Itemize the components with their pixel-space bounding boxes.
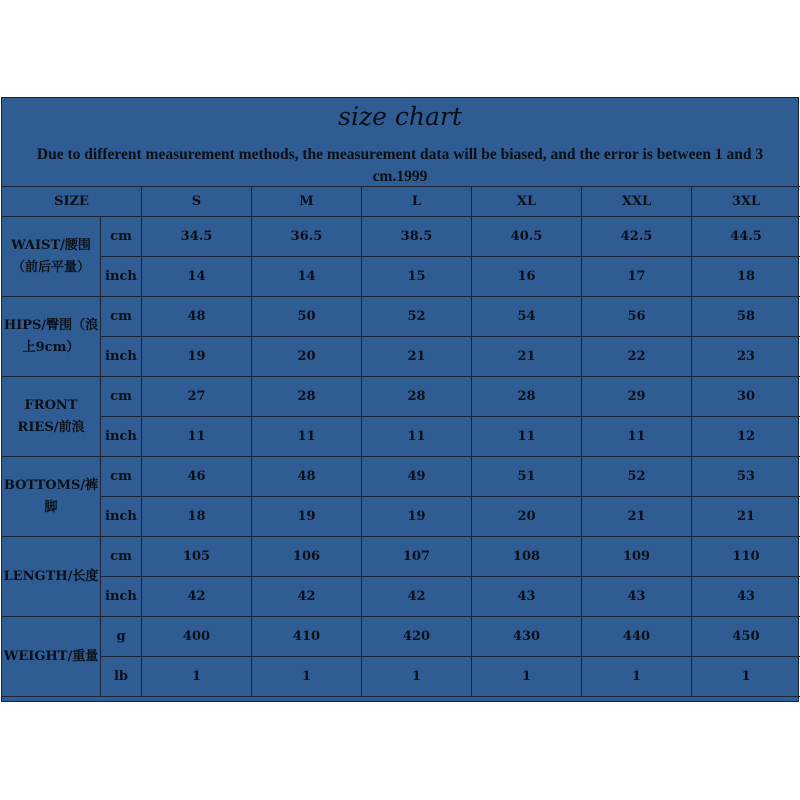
- value-cell: 105: [142, 537, 252, 577]
- measurement-label: WAIST/腰围（前后平量）: [2, 217, 101, 297]
- value-cell: 50: [252, 297, 362, 337]
- measurement-label: WEIGHT/重量: [2, 617, 101, 697]
- value-cell: 11: [142, 417, 252, 457]
- value-cell: 53: [692, 457, 800, 497]
- value-cell: 16: [472, 257, 582, 297]
- value-cell: 1: [472, 657, 582, 697]
- measurement-row: [2, 617, 800, 657]
- measurement-label: HIPS/臀围（浪上9cm）: [2, 297, 101, 377]
- value-cell: 108: [472, 537, 582, 577]
- measurement-row: [2, 337, 800, 377]
- size-column-header: 3XL: [692, 187, 800, 217]
- value-cell: 28: [252, 377, 362, 417]
- measurement-label: LENGTH/长度: [2, 537, 101, 617]
- value-cell: 30: [692, 377, 800, 417]
- size-column-header: S: [142, 187, 252, 217]
- value-cell: 54: [472, 297, 582, 337]
- value-cell: 51: [472, 457, 582, 497]
- value-cell: 1: [362, 657, 472, 697]
- measurement-row: [2, 377, 800, 417]
- measurement-row: [2, 297, 800, 337]
- chart-header: [2, 98, 798, 186]
- unit-cell: lb: [101, 657, 142, 697]
- value-cell: 1: [142, 657, 252, 697]
- value-cell: 18: [692, 257, 800, 297]
- value-cell: 19: [252, 497, 362, 537]
- value-cell: 18: [142, 497, 252, 537]
- value-cell: 29: [582, 377, 692, 417]
- measurement-label: BOTTOMS/裤脚: [2, 457, 101, 537]
- unit-cell: inch: [101, 417, 142, 457]
- value-cell: 43: [472, 577, 582, 617]
- value-cell: 38.5: [362, 217, 472, 257]
- value-cell: 430: [472, 617, 582, 657]
- unit-cell: cm: [101, 537, 142, 577]
- measurement-row: [2, 577, 800, 617]
- size-column-header: XL: [472, 187, 582, 217]
- value-cell: 21: [362, 337, 472, 377]
- value-cell: 42: [362, 577, 472, 617]
- value-cell: 12: [692, 417, 800, 457]
- size-chart: [1, 97, 799, 702]
- value-cell: 106: [252, 537, 362, 577]
- value-cell: 450: [692, 617, 800, 657]
- value-cell: 19: [362, 497, 472, 537]
- unit-cell: inch: [101, 337, 142, 377]
- size-column-header: M: [252, 187, 362, 217]
- value-cell: 42.5: [582, 217, 692, 257]
- value-cell: 58: [692, 297, 800, 337]
- unit-cell: cm: [101, 297, 142, 337]
- value-cell: 14: [252, 257, 362, 297]
- value-cell: 1: [692, 657, 800, 697]
- measurement-row: [2, 217, 800, 257]
- value-cell: 15: [362, 257, 472, 297]
- value-cell: 28: [362, 377, 472, 417]
- unit-cell: inch: [101, 497, 142, 537]
- size-table: [1, 186, 800, 697]
- value-cell: 56: [582, 297, 692, 337]
- value-cell: 22: [582, 337, 692, 377]
- value-cell: 48: [142, 297, 252, 337]
- value-cell: 1: [252, 657, 362, 697]
- unit-cell: cm: [101, 457, 142, 497]
- value-cell: 49: [362, 457, 472, 497]
- value-cell: 34.5: [142, 217, 252, 257]
- value-cell: 43: [692, 577, 800, 617]
- value-cell: 11: [582, 417, 692, 457]
- unit-cell: g: [101, 617, 142, 657]
- value-cell: 1: [582, 657, 692, 697]
- size-table-body: [2, 187, 800, 697]
- value-cell: 48: [252, 457, 362, 497]
- value-cell: 40.5: [472, 217, 582, 257]
- value-cell: 21: [472, 337, 582, 377]
- size-header-row: [2, 187, 800, 217]
- measurement-row: [2, 537, 800, 577]
- value-cell: 17: [582, 257, 692, 297]
- measurement-row: [2, 457, 800, 497]
- measurement-row: [2, 657, 800, 697]
- value-cell: 400: [142, 617, 252, 657]
- value-cell: 44.5: [692, 217, 800, 257]
- measurement-label: FRONT RIES/前浪: [2, 377, 101, 457]
- unit-cell: inch: [101, 257, 142, 297]
- unit-cell: cm: [101, 217, 142, 257]
- value-cell: 11: [252, 417, 362, 457]
- value-cell: 11: [472, 417, 582, 457]
- value-cell: 19: [142, 337, 252, 377]
- value-cell: 107: [362, 537, 472, 577]
- value-cell: 420: [362, 617, 472, 657]
- size-column-header: L: [362, 187, 472, 217]
- value-cell: 440: [582, 617, 692, 657]
- unit-cell: inch: [101, 577, 142, 617]
- value-cell: 43: [582, 577, 692, 617]
- unit-cell: cm: [101, 377, 142, 417]
- measurement-row: [2, 497, 800, 537]
- value-cell: 21: [582, 497, 692, 537]
- value-cell: 410: [252, 617, 362, 657]
- value-cell: 20: [252, 337, 362, 377]
- value-cell: 110: [692, 537, 800, 577]
- value-cell: 36.5: [252, 217, 362, 257]
- value-cell: 42: [142, 577, 252, 617]
- value-cell: 20: [472, 497, 582, 537]
- value-cell: 23: [692, 337, 800, 377]
- value-cell: 52: [582, 457, 692, 497]
- value-cell: 28: [472, 377, 582, 417]
- measurement-row: [2, 257, 800, 297]
- value-cell: 21: [692, 497, 800, 537]
- measurement-row: [2, 417, 800, 457]
- value-cell: 42: [252, 577, 362, 617]
- size-header-cell: SIZE: [2, 187, 142, 217]
- value-cell: 27: [142, 377, 252, 417]
- value-cell: 109: [582, 537, 692, 577]
- value-cell: 46: [142, 457, 252, 497]
- chart-title: size chart: [338, 102, 462, 131]
- value-cell: 11: [362, 417, 472, 457]
- size-column-header: XXL: [582, 187, 692, 217]
- measurement-note: Due to different measurement methods, the measurement data will be biased, and the error is between 1 and 3 cm.1999: [36, 146, 764, 185]
- value-cell: 14: [142, 257, 252, 297]
- value-cell: 52: [362, 297, 472, 337]
